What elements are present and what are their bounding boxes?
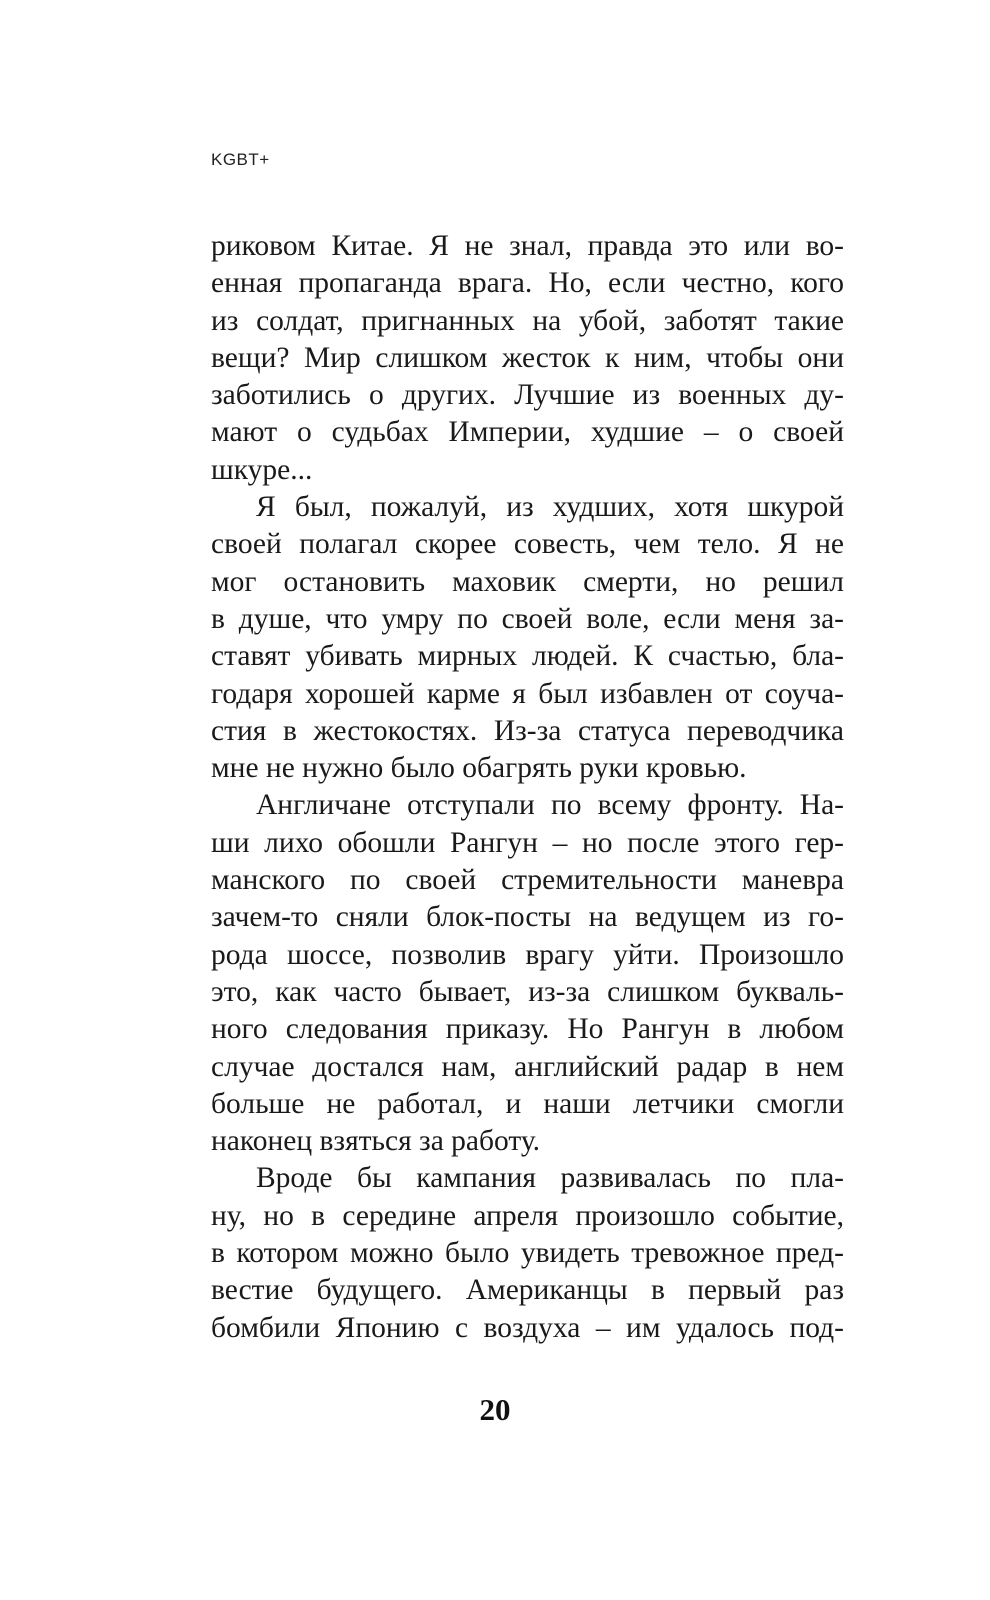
page-number: 20 xyxy=(479,1392,511,1427)
text-line: заботились о других. Лучшие из военных ду- xyxy=(211,379,844,412)
text-line: мают о судьбах Империи, худшие – о своей xyxy=(211,416,844,449)
text-line: больше не работал, и наши летчики смогли xyxy=(211,1087,844,1120)
text-line: Я был, пожалуй, из худших, хотя шкурой xyxy=(256,491,844,524)
text-line: в котором можно было увидеть тревожное пред- xyxy=(211,1237,844,1270)
running-head: KGBT+ xyxy=(211,150,270,169)
text-line: вещи? Мир слишком жесток к ним, чтобы они xyxy=(211,341,844,374)
text-line: ного следования приказу. Но Рангун в любом xyxy=(211,1013,844,1046)
text-line: ши лихо обошли Рангун – но после этого гер- xyxy=(211,826,844,859)
text-line: Вроде бы кампания развивалась по пла- xyxy=(256,1162,844,1195)
text-line: в душе, что умру по своей воле, если меня за- xyxy=(211,602,844,635)
text-line: своей полагал скорее совесть, чем тело. Я не xyxy=(211,528,844,561)
body-text xyxy=(211,228,844,1347)
text-line: бомбили Японию с воздуха – им удалось под- xyxy=(211,1311,844,1344)
paragraph xyxy=(211,228,844,489)
text-line: это, как часто бывает, из-за слишком букваль- xyxy=(211,975,844,1008)
text-line: мог остановить маховик смерти, но решил xyxy=(211,565,844,598)
text-line: вестие будущего. Американцы в первый раз xyxy=(211,1274,844,1307)
text-line: наконец взяться за работу. xyxy=(211,1125,541,1158)
text-line: рода шоссе, позволив врагу уйти. Произошло xyxy=(211,938,844,971)
text-line: риковом Китае. Я не знал, правда это или во- xyxy=(211,230,844,262)
text-line: мне не нужно было обагрять руки кровью. xyxy=(211,752,747,785)
text-line: ставят убивать мирных людей. К счастью, бла- xyxy=(211,640,844,673)
text-line: ну, но в середине апреля произошло событие, xyxy=(211,1199,844,1232)
text-line: годаря хорошей карме я был избавлен от соуча- xyxy=(211,677,844,710)
text-line: манского по своей стремительности маневра xyxy=(211,864,844,897)
text-line: енная пропаганда врага. Но, если честно, кого xyxy=(211,267,844,300)
text-line: зачем-то сняли блок-посты на ведущем из го- xyxy=(211,901,844,934)
text-line: из солдат, пригнанных на убой, заботят такие xyxy=(211,304,844,337)
paragraph xyxy=(211,489,844,787)
text-line: Англичане отступали по всему фронту. На- xyxy=(256,789,844,822)
text-line: стия в жестокостях. Из-за статуса переводчика xyxy=(211,714,844,747)
paragraph xyxy=(211,1160,844,1346)
paragraph xyxy=(211,787,844,1160)
text-line: случае достался нам, английский радар в нем xyxy=(211,1050,844,1083)
text-line: шкуре... xyxy=(211,453,313,486)
